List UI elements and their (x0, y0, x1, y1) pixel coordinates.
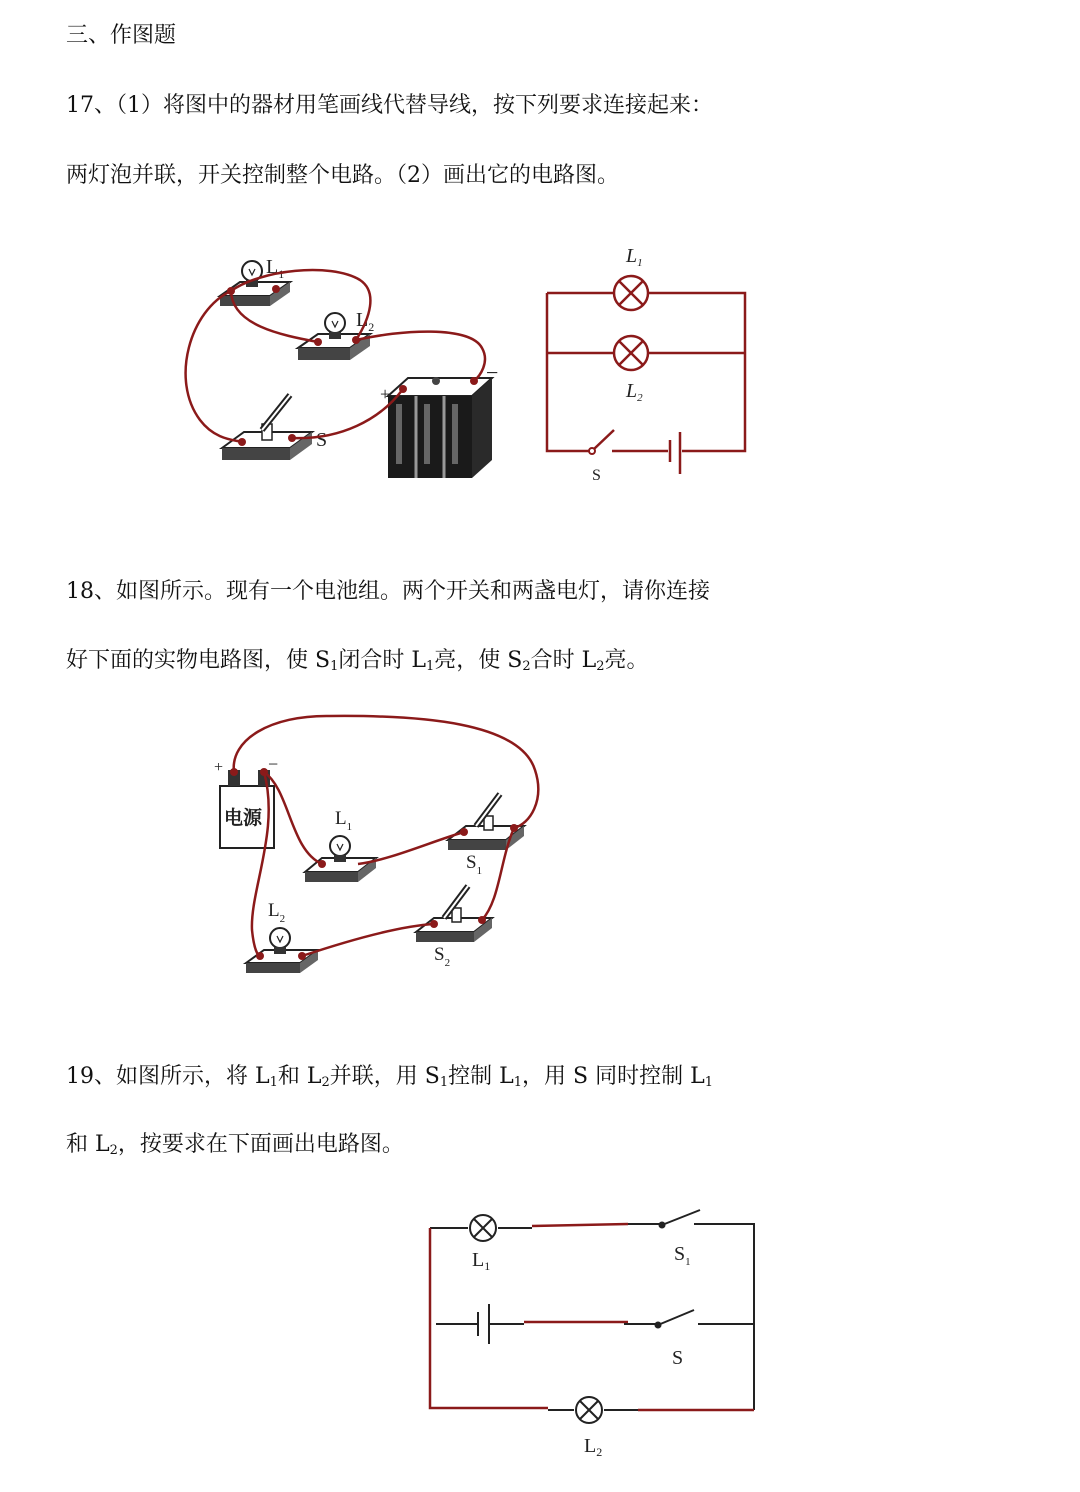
q18-label-s1: $S_1$ (466, 852, 483, 877)
q19-text-e: ，用 S 同时控制 L (522, 1064, 705, 1089)
q17-sch-label-s: S (592, 467, 601, 484)
q19-sub-e: 1 (704, 1075, 713, 1090)
q19-battery (478, 1304, 489, 1344)
q19-sub-d: 1 (513, 1075, 523, 1090)
q19-sub-b: 2 (321, 1075, 330, 1090)
q18-text-d: 合时 L (530, 648, 597, 673)
q19-switch-s1 (628, 1210, 700, 1229)
q18-physical-diagram (214, 716, 538, 973)
q18-label-l2: $L_2$ (268, 900, 286, 925)
q17-sch-label-l2: $L_2$ (626, 380, 643, 404)
q17-label-s: S (316, 429, 328, 451)
q17-switch-s (222, 395, 312, 460)
q17-wire-l2-to-battery (356, 332, 485, 381)
q18-text-a: 好下面的实物电路图，使 S (66, 648, 331, 673)
q18-sub-c: 2 (522, 659, 531, 674)
q17-label-l2: $L_2$ (356, 309, 375, 334)
q19-lamp-l2 (576, 1397, 602, 1423)
q19-sub-f: 2 (109, 1143, 118, 1158)
q17-physical-diagram (186, 256, 499, 478)
q18-text-c: 亮，使 S (434, 648, 523, 673)
q19-label-s1: $S_1$ (674, 1243, 691, 1268)
q19-text-f: 和 L (66, 1132, 110, 1157)
q17-label-l1: $L_1$ (266, 256, 285, 281)
q17-battery-plus: + (380, 384, 391, 404)
q19-text-b: 和 L (277, 1064, 322, 1089)
q19-text-g: ，按要求在下面画出电路图。 (117, 1132, 404, 1157)
q19-sub-a: 1 (269, 1075, 278, 1090)
q19-label-l1: $L_1$ (472, 1249, 491, 1273)
q18-label-l1: $L_1$ (335, 808, 353, 833)
q19-label-l2: $L_2$ (584, 1435, 603, 1459)
q18-label-s2: $S_2$ (434, 944, 451, 969)
q17-sch-lamp-l2 (614, 336, 648, 370)
q17-sch-battery (670, 432, 680, 474)
q18-sub-b: 1 (425, 659, 435, 674)
q18-wire-plus-to-s1 (234, 716, 539, 828)
section-title: 三、作图题 (66, 23, 177, 48)
q18-switch-s1 (448, 794, 524, 850)
q18-text-e: 亮。 (604, 648, 649, 673)
q19-text-a: 19、如图所示，将 L (66, 1064, 270, 1089)
q19-switch-s (624, 1310, 694, 1329)
q19-sub-c: 1 (439, 1075, 449, 1090)
q18-power-plus: + (214, 759, 224, 776)
q17-sch-label-l1: $L_1$ (626, 245, 643, 269)
q19-text-c: 并联，用 S (329, 1064, 440, 1089)
q17-line2: 两灯泡并联，开关控制整个电路。（2）画出它的电路图。 (66, 163, 619, 188)
q17-wire-l1-to-s (186, 291, 242, 442)
q19-label-s: S (672, 1347, 684, 1369)
q19-lamp-l1 (470, 1215, 496, 1241)
q18-text-b: 闭合时 L (338, 648, 426, 673)
q18-switch-s2 (416, 886, 492, 942)
q17-battery-minus: − (486, 360, 499, 385)
q17-schematic (547, 245, 745, 484)
q18-sub-a: 1 (330, 659, 339, 674)
q19-text-d: 控制 L (448, 1064, 514, 1089)
q17-sch-lamp-l1 (614, 276, 648, 310)
q17-battery (388, 377, 492, 478)
q19-wire-l1-row (532, 1224, 628, 1226)
q17-line1: 17、（1）将图中的器材用笔画线代替导线，按下列要求连接起来： (66, 93, 713, 118)
q18-sub-d: 2 (596, 659, 605, 674)
q18-power-minus: − (268, 754, 279, 774)
q18-power-label: 电源 (224, 808, 263, 829)
q18-line1: 18、如图所示。现有一个电池组。两个开关和两盏电灯，请你连接 (66, 579, 710, 604)
q19-schematic (430, 1210, 754, 1459)
q18-wire-l2-to-s2 (302, 924, 434, 956)
q17-sch-switch (589, 430, 668, 454)
